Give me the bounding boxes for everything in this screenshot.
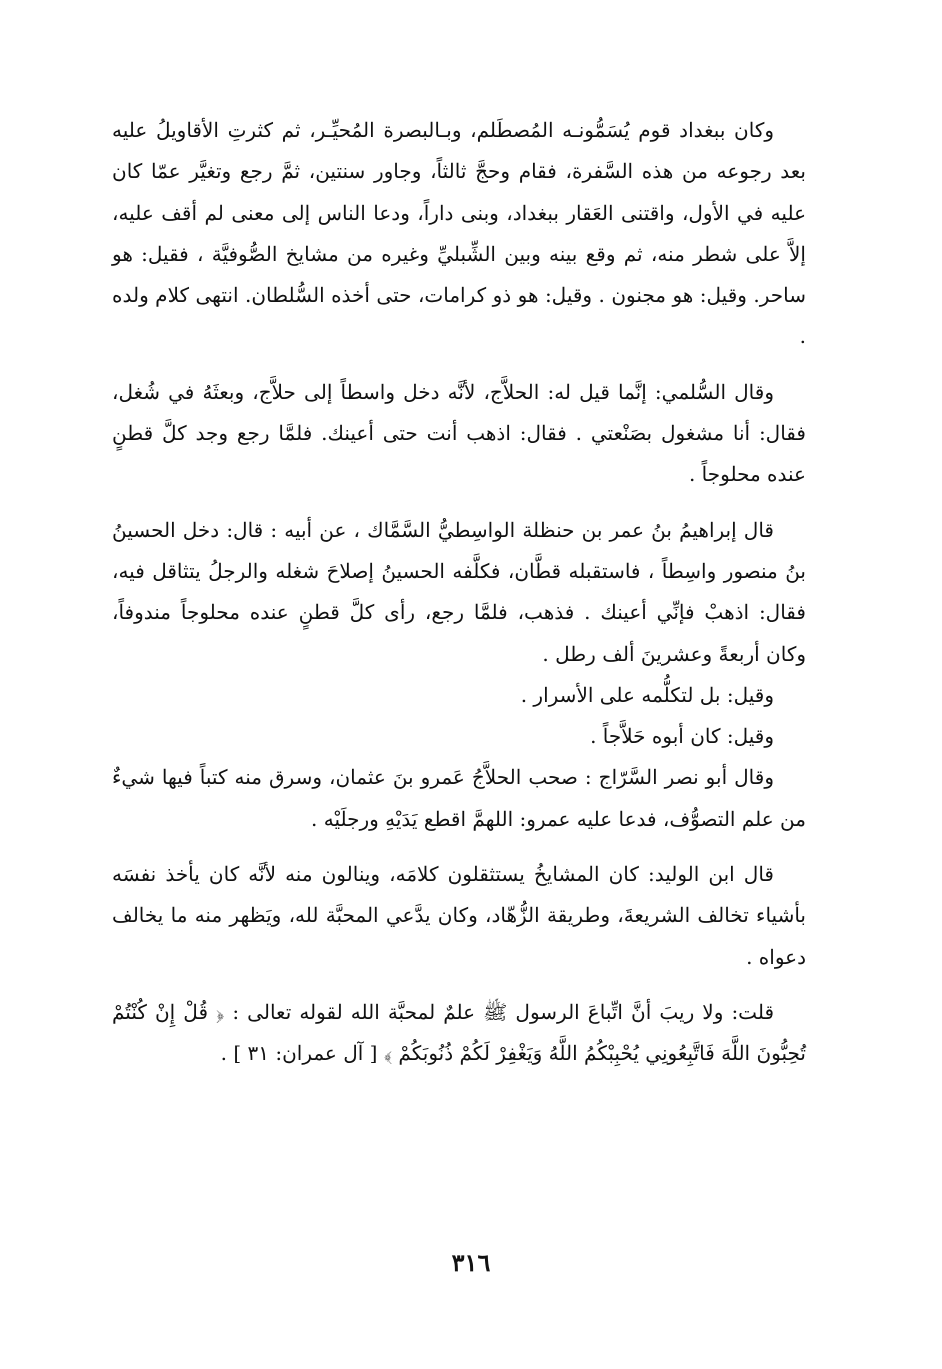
- paragraph-8: قلت: ولا ريبَ أنَّ اتِّباعَ الرسول ﷺ علمٌ لمحبَّة الله لقوله تعالى : ﴿ قُلْ إِنْ كُنْتُمْ تُحِبُّونَ اللَّهَ فَاتَّبِعُونِي يُحْبِبْكُمُ اللَّهُ وَيَغْفِرْ لَكُمْ ذُنُوبَكُمْ ﴾ [ آل عمران: ٣١ ] .: [112, 999, 806, 1066]
- page-number: ٣١٦: [451, 1248, 491, 1277]
- paragraph-3: قال إبراهيمُ بنُ عمر بن حنظلة الواسِطيُّ السَّمَّاك ، عن أبيه : قال: دخل الحسينُ بنُ منصور واسِطاً ، فاستقبله قطَّان، فكلَّفه الحسينُ إصلاحَ شغله والرجلُ يتثاقل فيه، فقال: اذهبْ فإنِّي أعينك . فذهب، فلمَّا رجع، رأى كلَّ قطنٍ عنده محلوجاً مندوفاً، وكان أربعةً وعشرينَ ألف رطل .: [112, 517, 806, 666]
- paragraph-4: وقيل: بل لتكلُّمه على الأسرار .: [520, 682, 774, 707]
- paragraph-1: وكان ببغداد قوم يُسَمُّونـه المُصطَلم، وبـالبصرة المُحيِّـر، ثم كثرتِ الأقاويلُ عليه بعد رجوعه من هذه السَّفرة، فقام وحجَّ ثالثاً، وجاور سنتين، ثمَّ رجع وتغيَّر عمّا كان عليه في الأول، واقتنى العَقار ببغداد، وبنى داراً، ودعا الناس إلى معنى لم أقف عليه، إلاَّ على شطر منه، ثم وقع بينه وبين الشِّبليِّ وغيره من مشايخ الصُّوفيَّة ، فقيل: هو ساحر. وقيل: هو مجنون . وقيل: هو ذو كرامات، حتى أخذه السُّلطان. انتهى كلام ولده .: [112, 118, 806, 349]
- paragraph-2: وقال السُّلمي: إنَّما قيل له: الحلاَّج، لأنَّه دخل واسطاً إلى حلاَّج، وبعثَهُ في شُغل، فقال: أنا مشغول بصَنْعتي . فقال: اذهب أنت حتى أعينك. فلمَّا رجع وجد كلَّ قطنٍ عنده محلوجاً .: [112, 379, 806, 487]
- paragraph-5: وقيل: كان أبوه حَلاَّجاً .: [590, 724, 774, 749]
- paragraph-6: وقال أبو نصر السَّرّاج : صحب الحلاَّجُ عَمرو بنَ عثمان، وسرق منه كتباً فيها شيءٌ من علم التصوُّف، فدعا عليه عمرو: اللهمَّ اقطع يَدَيْهِ ورجلَيْه .: [112, 765, 806, 831]
- body-text: [112, 110, 806, 1075]
- paragraph-7: قال ابن الوليد: كان المشايخُ يستثقلون كلامَه، وينالون منه لأنَّه كان يأخذ نفسَه بأشياء تخالف الشريعةَ، وطريقة الزُّهّاد، وكان يدَّعي المحبَّة لله، ويَظهر منه ما يخالف دعواه .: [112, 862, 806, 969]
